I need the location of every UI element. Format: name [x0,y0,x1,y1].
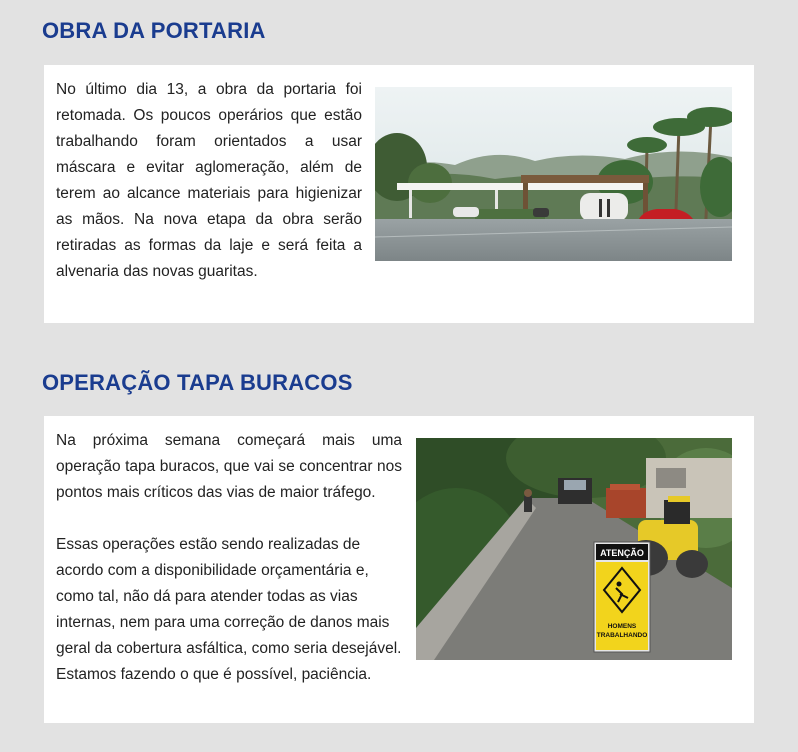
sign-bottom-line2: TRABALHANDO [596,632,648,639]
tapa-buracos-paragraph-1: Na próxima semana começará mais uma operação tapa buracos, que vai se concentrar nos pontos mais críticos das vias de maior tráfego. [56,432,402,501]
obra-portaria-text: No último dia 13, a obra da portaria foi retomada. Os poucos operários que estão trabalhando foram orientados a usar máscara e evitar aglomeração, além de terem ao alcance materiais para higienizar as mãos. Na nova etapa da obra serão retiradas as formas da laje e será feita a alvenaria das novas guaritas. [56,81,362,280]
road-repair-image [416,438,732,660]
tapa-buracos-card [44,416,754,723]
portaria-rendering-image [375,87,732,261]
sign-bottom-line1: HOMENS [607,623,637,630]
section-title-tapa-buracos: OPERAÇÃO TAPA BURACOS [42,370,353,395]
tapa-buracos-paragraph-2: Essas operações estão sendo realizadas de acordo com a disponibilidade orçamentária e, como tal, não dá para atender todas as vias internas, nem para uma correção de danos mais geral da cobertura asfáltica, como seria desejável. Estamos fazendo o que é possível, paciência. [56,536,402,683]
sign-top-text: ATENÇÃO [600,548,644,558]
obra-portaria-card [44,65,754,323]
section-title-obra-portaria: OBRA DA PORTARIA [42,18,266,43]
